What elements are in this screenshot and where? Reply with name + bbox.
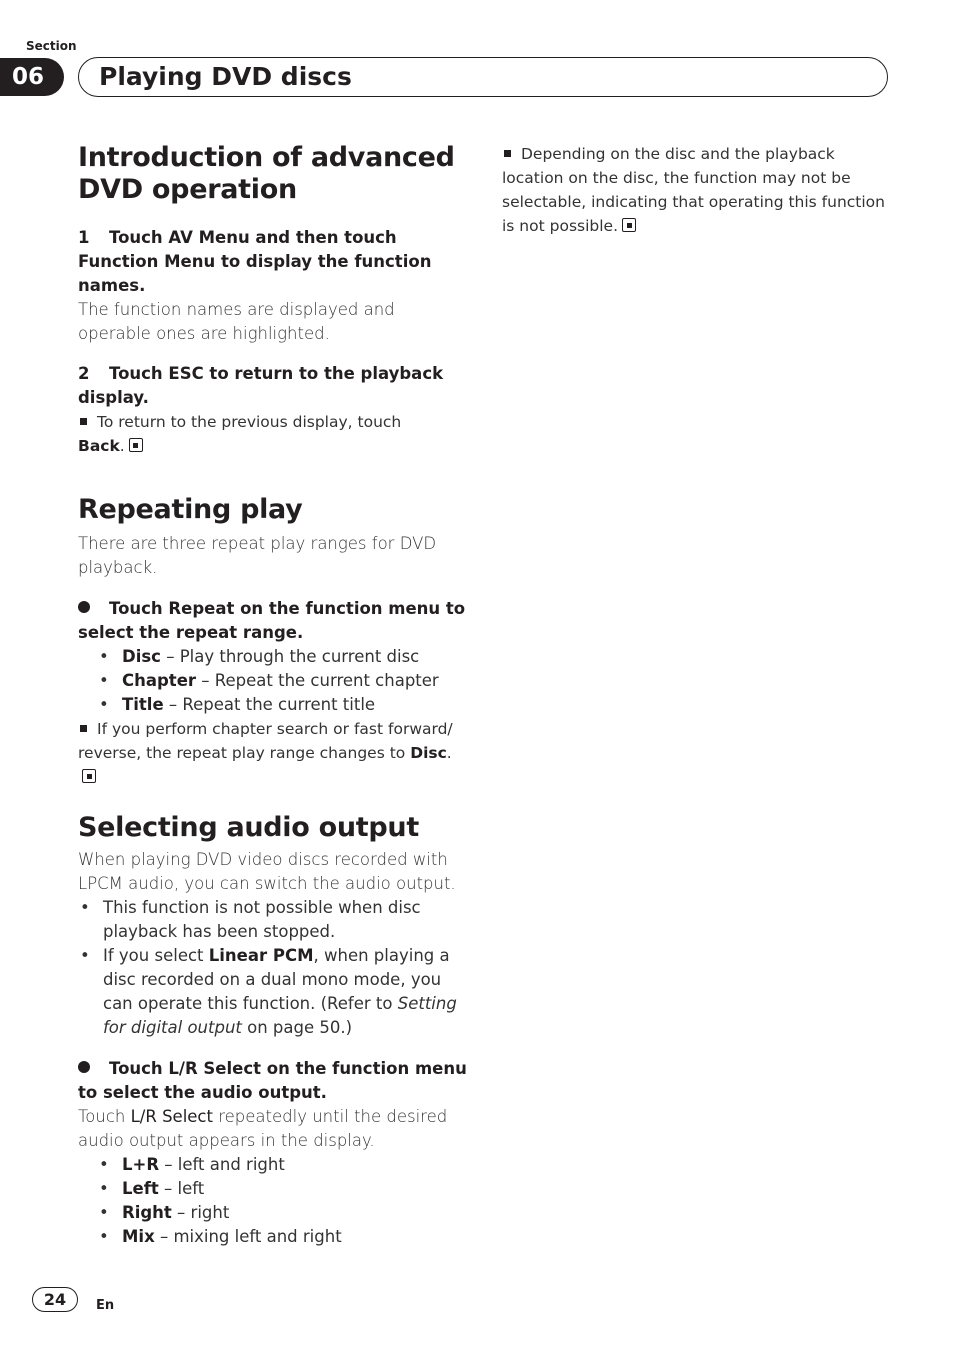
note-text: To return to the previous display, touch — [97, 413, 402, 431]
right-column-note — [502, 142, 892, 238]
step-text: Touch ESC to return to the playback display. — [78, 364, 444, 407]
audio-item: • L+R – left and right — [78, 1153, 468, 1177]
note-bold-term: Back — [78, 437, 120, 455]
chapter-title: Playing DVD discs — [99, 62, 352, 91]
repeat-item: • Disc – Play through the current disc — [78, 645, 468, 669]
repeat-item: • Title – Repeat the current title — [78, 693, 468, 717]
bullet-dot-icon — [78, 1061, 90, 1073]
audio-item: • Mix – mixing left and right — [78, 1225, 468, 1249]
intro-heading: Introduction of advanced DVD operation — [78, 142, 455, 205]
step-number: 1 — [78, 228, 90, 247]
audio-section — [78, 812, 468, 1249]
repeat-note: If you perform chapter search or fast forward/ reverse, the repeat play range changes to Disc. — [78, 717, 468, 789]
section-number-tab: 06 — [0, 58, 64, 96]
repeat-item: • Chapter – Repeat the current chapter — [78, 669, 468, 693]
audio-instruction: Touch L/R Select on the function menu to select the audio output. — [78, 1059, 467, 1102]
repeat-heading: Repeating play — [78, 494, 303, 525]
audio-item: • Right – right — [78, 1201, 468, 1225]
audio-touch-text: Touch L/R Select repeatedly until the desired audio output appears in the display. — [78, 1107, 448, 1150]
audio-bullet: • This function is not possible when disc playback has been stopped. — [78, 896, 468, 944]
repeat-instruction: Touch Repeat on the function menu to select the repeat range. — [78, 599, 466, 642]
end-of-section-icon — [129, 438, 143, 452]
repeat-section — [78, 494, 468, 789]
intro-note — [78, 410, 468, 458]
step-number: 2 — [78, 364, 90, 383]
intro-step-2 — [78, 362, 468, 410]
note-square-icon — [80, 418, 87, 425]
note-square-icon — [504, 150, 511, 157]
bullet-dot-icon — [78, 601, 90, 613]
section-label: Section — [26, 39, 77, 53]
intro-step-1-body: The function names are displayed and operable ones are highlighted. — [78, 300, 395, 343]
note-end: . — [119, 437, 125, 455]
note-text: Depending on the disc and the playback location on the disc, the function may not be selectable, indicating that operating this function is not possible. — [502, 145, 885, 235]
chapter-title-bar — [78, 57, 888, 97]
intro-step-1 — [78, 226, 468, 298]
audio-heading: Selecting audio output — [78, 812, 419, 843]
audio-body: When playing DVD video discs recorded with LPCM audio, you can switch the audio output. — [78, 850, 456, 893]
step-text: Touch AV Menu and then touch Function Menu to display the function names. — [78, 228, 432, 295]
language-label: En — [96, 1298, 115, 1313]
note-square-icon — [80, 725, 87, 732]
end-of-section-icon — [82, 769, 96, 783]
intro-section — [78, 142, 468, 458]
audio-item: • Left – left — [78, 1177, 468, 1201]
audio-bullet: • If you select Linear PCM, when playing a disc recorded on a dual mono mode, you can operate this function. (Refer to Setting for digital output on page 50.) — [78, 944, 468, 1040]
end-of-section-icon — [622, 218, 636, 232]
page-number: 24 — [32, 1287, 78, 1312]
repeat-body: There are three repeat play ranges for DVD playback. — [78, 534, 437, 577]
